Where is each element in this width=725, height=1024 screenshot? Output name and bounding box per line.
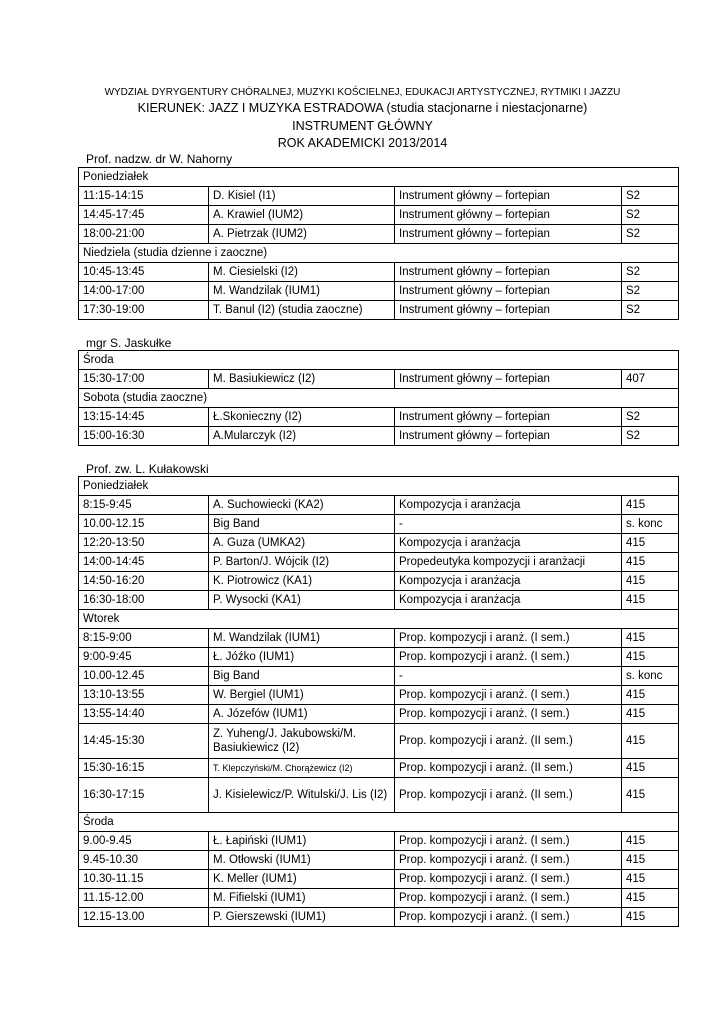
table-row <box>79 851 679 870</box>
room-cell: 415 <box>622 724 679 759</box>
schedule-table <box>78 350 679 446</box>
table-row <box>79 572 679 591</box>
teacher-name: mgr S. Jaskułke <box>86 336 172 350</box>
table-row <box>79 686 679 705</box>
table-row <box>79 408 679 427</box>
time-cell: 14:00-17:00 <box>79 282 209 301</box>
student-cell: T. Banul (I2) (studia zaoczne) <box>209 301 395 320</box>
time-cell: 17:30-19:00 <box>79 301 209 320</box>
time-cell: 9:00-9:45 <box>79 648 209 667</box>
student-cell: P. Barton/J. Wójcik (I2) <box>209 553 395 572</box>
day-header: Poniedziałek <box>79 168 679 187</box>
student-cell: T. Klepczyński/M. Chorążewicz (I2) <box>209 759 395 778</box>
table-row <box>79 629 679 648</box>
student-cell: M. Wandzilak (IUM1) <box>209 282 395 301</box>
direction-heading: KIERUNEK: JAZZ I MUZYKA ESTRADOWA (studia stacjonarne i niestacjonarne) <box>137 101 588 115</box>
table-row <box>79 889 679 908</box>
time-cell: 16:30-18:00 <box>79 591 209 610</box>
day-header: Sobota (studia zaoczne) <box>79 389 679 408</box>
teacher-name: Prof. zw. L. Kułakowski <box>86 462 209 476</box>
student-cell: M. Ciesielski (I2) <box>209 263 395 282</box>
student-cell: P. Gierszewski (IUM1) <box>209 908 395 927</box>
student-cell: Big Band <box>209 667 395 686</box>
subject-cell: Instrument główny – fortepian <box>395 206 622 225</box>
room-cell: 415 <box>622 686 679 705</box>
subject-cell: Propedeutyka kompozycji i aranżacji <box>395 553 622 572</box>
student-cell: D. Kisiel (I1) <box>209 187 395 206</box>
subject-cell: Prop. kompozycji i aranż. (I sem.) <box>395 705 622 724</box>
day-header: Poniedziałek <box>79 477 679 496</box>
room-cell: 415 <box>622 553 679 572</box>
room-cell: S2 <box>622 408 679 427</box>
student-cell: A. Krawiel (IUM2) <box>209 206 395 225</box>
subject-cell: Prop. kompozycji i aranż. (I sem.) <box>395 851 622 870</box>
room-cell: 415 <box>622 832 679 851</box>
room-cell: S2 <box>622 427 679 446</box>
student-cell: M. Wandzilak (IUM1) <box>209 629 395 648</box>
subject-cell: Instrument główny – fortepian <box>395 370 622 389</box>
subject-cell: Instrument główny – fortepian <box>395 187 622 206</box>
day-header: Niedziela (studia dzienne i zaoczne) <box>79 244 679 263</box>
table-row <box>79 705 679 724</box>
time-cell: 8:15-9:00 <box>79 629 209 648</box>
time-cell: 15:30-16:15 <box>79 759 209 778</box>
table-row <box>79 553 679 572</box>
room-cell: S2 <box>622 301 679 320</box>
subject-heading: INSTRUMENT GŁÓWNY <box>292 119 433 133</box>
subject-cell: Instrument główny – fortepian <box>395 301 622 320</box>
room-cell: 415 <box>622 759 679 778</box>
time-cell: 14:45-17:45 <box>79 206 209 225</box>
subject-cell: Instrument główny – fortepian <box>395 263 622 282</box>
table-row <box>79 759 679 778</box>
student-cell: K. Piotrowicz (KA1) <box>209 572 395 591</box>
table-row <box>79 724 679 759</box>
time-cell: 12.15-13.00 <box>79 908 209 927</box>
table-row <box>79 908 679 927</box>
room-cell: 415 <box>622 648 679 667</box>
subject-cell: Prop. kompozycji i aranż. (I sem.) <box>395 648 622 667</box>
subject-cell: Instrument główny – fortepian <box>395 225 622 244</box>
room-cell: 415 <box>622 496 679 515</box>
room-cell: S2 <box>622 263 679 282</box>
subject-cell: Prop. kompozycji i aranż. (I sem.) <box>395 908 622 927</box>
room-cell: S2 <box>622 187 679 206</box>
time-cell: 15:30-17:00 <box>79 370 209 389</box>
student-cell: Ł.Skonieczny (I2) <box>209 408 395 427</box>
time-cell: 14:45-15:30 <box>79 724 209 759</box>
teacher-name: Prof. nadzw. dr W. Nahorny <box>86 152 233 166</box>
student-cell: A.Mularczyk (I2) <box>209 427 395 446</box>
subject-cell: - <box>395 667 622 686</box>
day-header: Wtorek <box>79 610 679 629</box>
subject-cell: Instrument główny – fortepian <box>395 408 622 427</box>
subject-cell: Kompozycja i aranżacja <box>395 496 622 515</box>
student-cell: A. Józefów (IUM1) <box>209 705 395 724</box>
time-cell: 8:15-9:45 <box>79 496 209 515</box>
student-cell: Big Band <box>209 515 395 534</box>
time-cell: 10.30-11.15 <box>79 870 209 889</box>
table-row <box>79 370 679 389</box>
table-row <box>79 648 679 667</box>
room-cell: 415 <box>622 629 679 648</box>
room-cell: S2 <box>622 282 679 301</box>
room-cell: s. konc <box>622 515 679 534</box>
student-cell: J. Kisielewicz/P. Witulski/J. Lis (I2) <box>209 778 395 813</box>
room-cell: 407 <box>622 370 679 389</box>
subject-cell: - <box>395 515 622 534</box>
table-row <box>79 667 679 686</box>
room-cell: 415 <box>622 572 679 591</box>
student-cell: Ł. Jóźko (IUM1) <box>209 648 395 667</box>
faculty-heading: WYDZIAŁ DYRYGENTURY CHÓRALNEJ, MUZYKI KOŚCIELNEJ, EDUKACJI ARTYSTYCZNEJ, RYTMIKI I JAZZU <box>104 87 621 98</box>
table-row <box>79 427 679 446</box>
subject-cell: Prop. kompozycji i aranż. (I sem.) <box>395 686 622 705</box>
table-row <box>79 832 679 851</box>
room-cell: 415 <box>622 870 679 889</box>
subject-cell: Kompozycja i aranżacja <box>395 591 622 610</box>
student-cell: M. Fifielski (IUM1) <box>209 889 395 908</box>
student-cell: A. Pietrzak (IUM2) <box>209 225 395 244</box>
student-cell: Z. Yuheng/J. Jakubowski/M. Basiukiewicz (I2) <box>209 724 395 759</box>
subject-cell: Prop. kompozycji i aranż. (II sem.) <box>395 778 622 813</box>
subject-cell: Prop. kompozycji i aranż. (I sem.) <box>395 629 622 648</box>
room-cell: 415 <box>622 889 679 908</box>
time-cell: 13:15-14:45 <box>79 408 209 427</box>
student-cell: M. Basiukiewicz (I2) <box>209 370 395 389</box>
room-cell: S2 <box>622 225 679 244</box>
subject-cell: Prop. kompozycji i aranż. (I sem.) <box>395 832 622 851</box>
time-cell: 15:00-16:30 <box>79 427 209 446</box>
year-heading: ROK AKADEMICKI 2013/2014 <box>277 136 448 150</box>
time-cell: 14:00-14:45 <box>79 553 209 572</box>
table-row <box>79 515 679 534</box>
time-cell: 9.00-9.45 <box>79 832 209 851</box>
time-cell: 18:00-21:00 <box>79 225 209 244</box>
table-row <box>79 187 679 206</box>
student-cell: M. Otłowski (IUM1) <box>209 851 395 870</box>
student-cell: W. Bergiel (IUM1) <box>209 686 395 705</box>
time-cell: 9.45-10.30 <box>79 851 209 870</box>
day-header: Środa <box>79 351 679 370</box>
time-cell: 10:45-13:45 <box>79 263 209 282</box>
room-cell: S2 <box>622 206 679 225</box>
room-cell: 415 <box>622 908 679 927</box>
subject-cell: Kompozycja i aranżacja <box>395 572 622 591</box>
time-cell: 10.00-12.15 <box>79 515 209 534</box>
subject-cell: Prop. kompozycji i aranż. (II sem.) <box>395 724 622 759</box>
room-cell: 415 <box>622 851 679 870</box>
time-cell: 12:20-13:50 <box>79 534 209 553</box>
student-cell: A. Guza (UMKA2) <box>209 534 395 553</box>
student-cell: K. Meller (IUM1) <box>209 870 395 889</box>
time-cell: 11.15-12.00 <box>79 889 209 908</box>
table-row <box>79 591 679 610</box>
schedule-table <box>78 167 679 320</box>
table-row <box>79 225 679 244</box>
room-cell: 415 <box>622 778 679 813</box>
time-cell: 10.00-12.45 <box>79 667 209 686</box>
room-cell: s. konc <box>622 667 679 686</box>
time-cell: 11:15-14:15 <box>79 187 209 206</box>
table-row <box>79 206 679 225</box>
student-cell: P. Wysocki (KA1) <box>209 591 395 610</box>
subject-cell: Kompozycja i aranżacja <box>395 534 622 553</box>
time-cell: 13:10-13:55 <box>79 686 209 705</box>
time-cell: 14:50-16:20 <box>79 572 209 591</box>
subject-cell: Prop. kompozycji i aranż. (I sem.) <box>395 870 622 889</box>
room-cell: 415 <box>622 705 679 724</box>
subject-cell: Prop. kompozycji i aranż. (II sem.) <box>395 759 622 778</box>
table-row <box>79 301 679 320</box>
room-cell: 415 <box>622 534 679 553</box>
table-row <box>79 870 679 889</box>
table-row <box>79 534 679 553</box>
subject-cell: Instrument główny – fortepian <box>395 282 622 301</box>
table-row <box>79 778 679 813</box>
subject-cell: Prop. kompozycji i aranż. (I sem.) <box>395 889 622 908</box>
room-cell: 415 <box>622 591 679 610</box>
table-row <box>79 263 679 282</box>
schedule-table <box>78 476 679 927</box>
student-cell: A. Suchowiecki (KA2) <box>209 496 395 515</box>
day-header: Środa <box>79 813 679 832</box>
time-cell: 13:55-14:40 <box>79 705 209 724</box>
student-cell: Ł. Łapiński (IUM1) <box>209 832 395 851</box>
subject-cell: Instrument główny – fortepian <box>395 427 622 446</box>
table-row <box>79 496 679 515</box>
table-row <box>79 282 679 301</box>
time-cell: 16:30-17:15 <box>79 778 209 813</box>
